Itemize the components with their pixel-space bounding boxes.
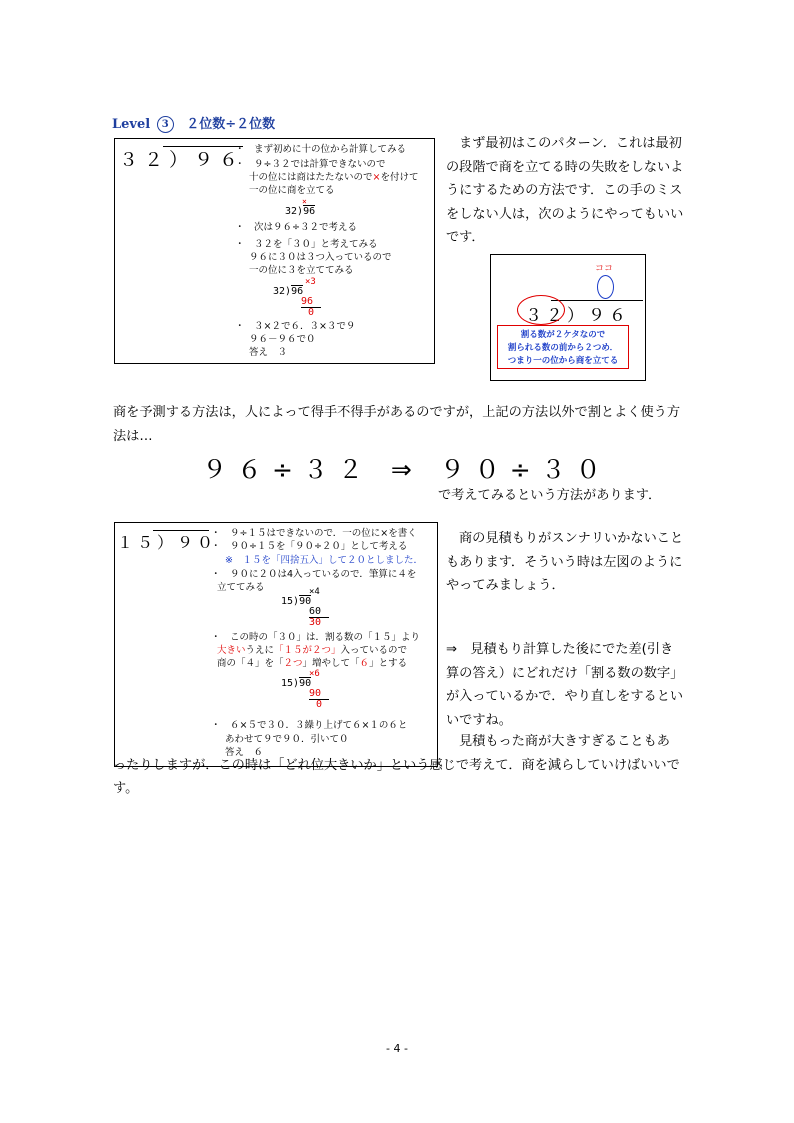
fig3-line-3b: 立ててみる: [217, 582, 265, 593]
fig3-note-rounding: ※ １５を「四捨五入」して２０としました．: [225, 555, 423, 566]
fig3-line-4: ・ この時の「３０」は．割る数の「１５」より: [211, 632, 421, 643]
fig1-dividend: ９６: [194, 149, 245, 171]
formula-caption: で考えてみるという方法があります．: [438, 488, 662, 503]
fig3-mini-division-2: ×6 15)90 90 0: [281, 669, 329, 710]
fig2-note-box: 割る数が２ケタなので 割られる数の前から２つめ． つまり一の位から商を立てる: [497, 325, 629, 369]
level-number-circle: 3: [157, 116, 174, 133]
fig1-bullet-2: ・ ９÷３２では計算できないので: [235, 159, 386, 170]
fig1-division-bar: [163, 146, 243, 147]
middle-paragraph: 商を予測する方法は，人によって得手不得手があるのですが，上記の方法以外で割とよく使う方法は…: [113, 405, 681, 444]
fig1-bullet-3: ・ 次は９６÷３２で考える: [235, 222, 357, 233]
fig3-problem: １５）９０: [117, 533, 218, 552]
fig1-problem: ３２）９６: [119, 149, 245, 171]
fig1-divisor: ３２: [119, 149, 170, 171]
fig1-mini-division-1: × 32)96: [285, 197, 316, 217]
fig3-line-3: ・ ９０に２０は4入っているので．筆算に４を: [211, 569, 417, 580]
fig2-problem: ３２）９６: [525, 306, 630, 326]
fig3-line-5: ・ ６×５で３０．３繰り上げて６×１の６と: [211, 720, 408, 731]
fig1-bullet-2b: 十の位には商はたたないので×を付けて: [249, 172, 419, 183]
fig1-bullet-1: ・ まず初めに十の位から計算してみる: [235, 144, 407, 155]
section-heading: [112, 113, 275, 133]
fig1-bullet-4c: 一の位に３を立ててみる: [249, 265, 354, 276]
figure-32-div-96: [114, 138, 435, 364]
fig3-line-4c: 商の「４」を「２つ」増やして「６」とする: [217, 658, 408, 669]
fig1-answer: 答え ３: [249, 347, 288, 358]
fig1-bullet-2c: 一の位に商を立てる: [249, 185, 335, 196]
quotient-position-circle: [597, 275, 614, 299]
fig3-line-2: ・ ９０÷１５を「９０÷２０」として考える: [211, 541, 408, 552]
fig3-division-bar: [153, 530, 209, 531]
koko-label: ココ: [595, 264, 614, 274]
fig3-line-5b: あわせて９で９０．引いて０: [225, 734, 349, 745]
page-number: - 4 -: [386, 1042, 408, 1055]
fig1-bullet-5b: ９６－９６で０: [249, 334, 316, 345]
fig3-line-4b: 大きいうえに「１５が２つ」入っているので: [217, 645, 408, 656]
side-paragraph-2c: 見積もった商が大きすぎることもあったりしますが．この時は「どれ位大きいか」という感じで考えて．商を減らしていけばいいです。: [113, 734, 680, 797]
dividend-first-two-circle: [517, 295, 565, 325]
estimation-formula: ９６÷３２ ⇒ ９０÷３０: [202, 455, 611, 484]
level-label: Level: [112, 117, 151, 132]
fig1-mini-division-2: ×3 32)96 96 0: [273, 277, 325, 318]
figure-digit-position: [490, 254, 646, 381]
fig3-mini-division-1: ×4 15)90 60 30: [281, 587, 329, 628]
red-cross-mark: ×: [372, 172, 381, 183]
side-paragraph-2a: 商の見積もりがスンナリいかないこともあります．そういう時は左図のようにやってみましょう．: [446, 531, 684, 594]
fig1-bullet-5: ・ ３×２で６．３×３で９: [235, 321, 356, 332]
side-paragraph-2b: ⇒ 見積もり計算した後にでた差(引き算の答え）にどれだけ「割る数の数字」が入っているかで．やり直しをするといいですね。: [446, 642, 684, 728]
side-paragraph-1: まず最初はこのパターン．これは最初の段階で商を立てる時の失敗をしないようにするための方法です．この手のミスをしない人は，次のようにやってもいいです．: [446, 136, 684, 246]
fig3-answer: 答え ６: [225, 747, 264, 758]
fig1-bullet-4: ・ ３２を「３０」と考えてみる: [235, 239, 378, 250]
section-title: ２位数÷２位数: [186, 117, 276, 132]
fig3-line-1: ・ ９÷１５はできないので．一の位に×を書く: [211, 528, 417, 539]
fig1-bullet-4b: ９６に３０は３つ入っているので: [249, 252, 392, 263]
